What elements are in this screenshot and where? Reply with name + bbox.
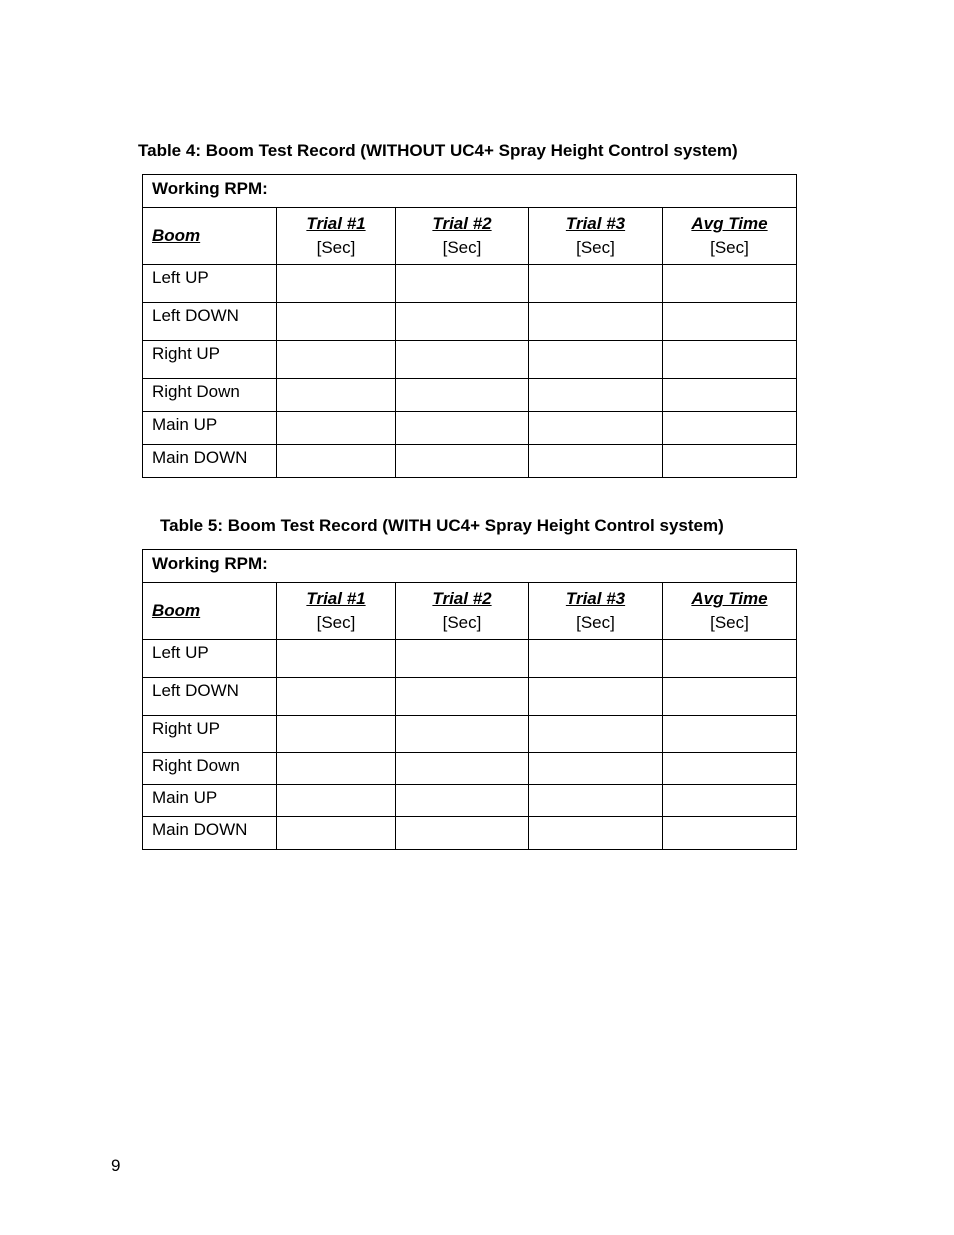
- row-label: Right UP: [143, 341, 277, 379]
- entry-cell[interactable]: [663, 817, 797, 850]
- column-unit: [Sec]: [710, 613, 749, 632]
- row-label: Left UP: [143, 265, 277, 303]
- boom-test-record-table-5: [142, 549, 797, 850]
- table-row: [143, 817, 797, 850]
- row-label: Right UP: [143, 716, 277, 753]
- entry-cell[interactable]: [277, 817, 396, 850]
- trial-1-header: [277, 583, 396, 640]
- row-label: Main UP: [143, 412, 277, 445]
- boom-test-record-table-4: [142, 174, 797, 478]
- entry-cell[interactable]: [529, 753, 663, 785]
- entry-cell[interactable]: [529, 445, 663, 478]
- table-row: [143, 753, 797, 785]
- trial-3-header: [529, 208, 663, 265]
- entry-cell[interactable]: [396, 785, 529, 817]
- entry-cell[interactable]: [663, 785, 797, 817]
- row-label: Main DOWN: [143, 445, 277, 478]
- entry-cell[interactable]: [277, 412, 396, 445]
- boom-header: Boom: [143, 583, 277, 640]
- entry-cell[interactable]: [277, 640, 396, 678]
- table-5-caption: Table 5: Boom Test Record (WITH UC4+ Spray Height Control system): [160, 516, 724, 535]
- row-label: Left DOWN: [143, 678, 277, 716]
- entry-cell[interactable]: [529, 716, 663, 753]
- working-rpm-row: [143, 175, 797, 208]
- entry-cell[interactable]: [277, 678, 396, 716]
- column-title: Avg Time: [691, 589, 768, 608]
- column-unit: [Sec]: [316, 613, 356, 632]
- column-title: Trial #3: [565, 589, 626, 608]
- working-rpm-label: Working RPM:: [143, 175, 797, 208]
- column-unit: [Sec]: [442, 238, 482, 257]
- entry-cell[interactable]: [396, 716, 529, 753]
- entry-cell[interactable]: [277, 303, 396, 341]
- trial-3-header: [529, 583, 663, 640]
- table-row: [143, 716, 797, 753]
- row-label: Right Down: [143, 753, 277, 785]
- entry-cell[interactable]: [529, 303, 663, 341]
- table-header-row: [143, 583, 797, 640]
- entry-cell[interactable]: [663, 445, 797, 478]
- trial-1-header: [277, 208, 396, 265]
- entry-cell[interactable]: [277, 785, 396, 817]
- table-row: [143, 678, 797, 716]
- entry-cell[interactable]: [396, 341, 529, 379]
- entry-cell[interactable]: [277, 753, 396, 785]
- table-row: [143, 379, 797, 412]
- column-unit: [Sec]: [442, 613, 482, 632]
- row-label: Right Down: [143, 379, 277, 412]
- entry-cell[interactable]: [663, 678, 797, 716]
- row-label: Main UP: [143, 785, 277, 817]
- working-rpm-label: Working RPM:: [143, 550, 797, 583]
- row-label: Main DOWN: [143, 817, 277, 850]
- table-row: [143, 445, 797, 478]
- column-title: Avg Time: [691, 214, 768, 233]
- entry-cell[interactable]: [277, 716, 396, 753]
- table-header-row: [143, 208, 797, 265]
- boom-header: Boom: [143, 208, 277, 265]
- column-title: Trial #1: [306, 589, 366, 608]
- entry-cell[interactable]: [396, 303, 529, 341]
- entry-cell[interactable]: [529, 817, 663, 850]
- table-row: [143, 412, 797, 445]
- entry-cell[interactable]: [663, 412, 797, 445]
- entry-cell[interactable]: [396, 678, 529, 716]
- table-row: [143, 303, 797, 341]
- table-4-caption: Table 4: Boom Test Record (WITHOUT UC4+ Spray Height Control system): [138, 141, 738, 160]
- entry-cell[interactable]: [396, 379, 529, 412]
- entry-cell[interactable]: [529, 265, 663, 303]
- entry-cell[interactable]: [396, 445, 529, 478]
- entry-cell[interactable]: [396, 265, 529, 303]
- column-unit: [Sec]: [576, 613, 615, 632]
- column-unit: [Sec]: [576, 238, 615, 257]
- entry-cell[interactable]: [277, 445, 396, 478]
- avg-time-header: [663, 208, 797, 265]
- entry-cell[interactable]: [663, 303, 797, 341]
- table-row: [143, 341, 797, 379]
- entry-cell[interactable]: [277, 265, 396, 303]
- entry-cell[interactable]: [663, 265, 797, 303]
- trial-2-header: [396, 208, 529, 265]
- table-row: [143, 265, 797, 303]
- column-title: Trial #1: [306, 214, 366, 233]
- entry-cell[interactable]: [663, 716, 797, 753]
- entry-cell[interactable]: [529, 678, 663, 716]
- entry-cell[interactable]: [396, 640, 529, 678]
- trial-2-header: [396, 583, 529, 640]
- entry-cell[interactable]: [529, 412, 663, 445]
- column-title: Trial #2: [432, 589, 492, 608]
- entry-cell[interactable]: [277, 379, 396, 412]
- entry-cell[interactable]: [663, 753, 797, 785]
- avg-time-header: [663, 583, 797, 640]
- entry-cell[interactable]: [529, 785, 663, 817]
- entry-cell[interactable]: [529, 341, 663, 379]
- page-number: 9: [111, 1156, 121, 1175]
- working-rpm-row: [143, 550, 797, 583]
- entry-cell[interactable]: [529, 640, 663, 678]
- column-unit: [Sec]: [316, 238, 356, 257]
- entry-cell[interactable]: [529, 379, 663, 412]
- entry-cell[interactable]: [396, 817, 529, 850]
- column-title: Trial #3: [565, 214, 626, 233]
- entry-cell[interactable]: [663, 379, 797, 412]
- entry-cell[interactable]: [277, 341, 396, 379]
- row-label: Left UP: [143, 640, 277, 678]
- column-unit: [Sec]: [710, 238, 749, 257]
- table-row: [143, 640, 797, 678]
- row-label: Left DOWN: [143, 303, 277, 341]
- table-row: [143, 785, 797, 817]
- column-title: Trial #2: [432, 214, 492, 233]
- entry-cell[interactable]: [663, 341, 797, 379]
- entry-cell[interactable]: [396, 412, 529, 445]
- entry-cell[interactable]: [663, 640, 797, 678]
- entry-cell[interactable]: [396, 753, 529, 785]
